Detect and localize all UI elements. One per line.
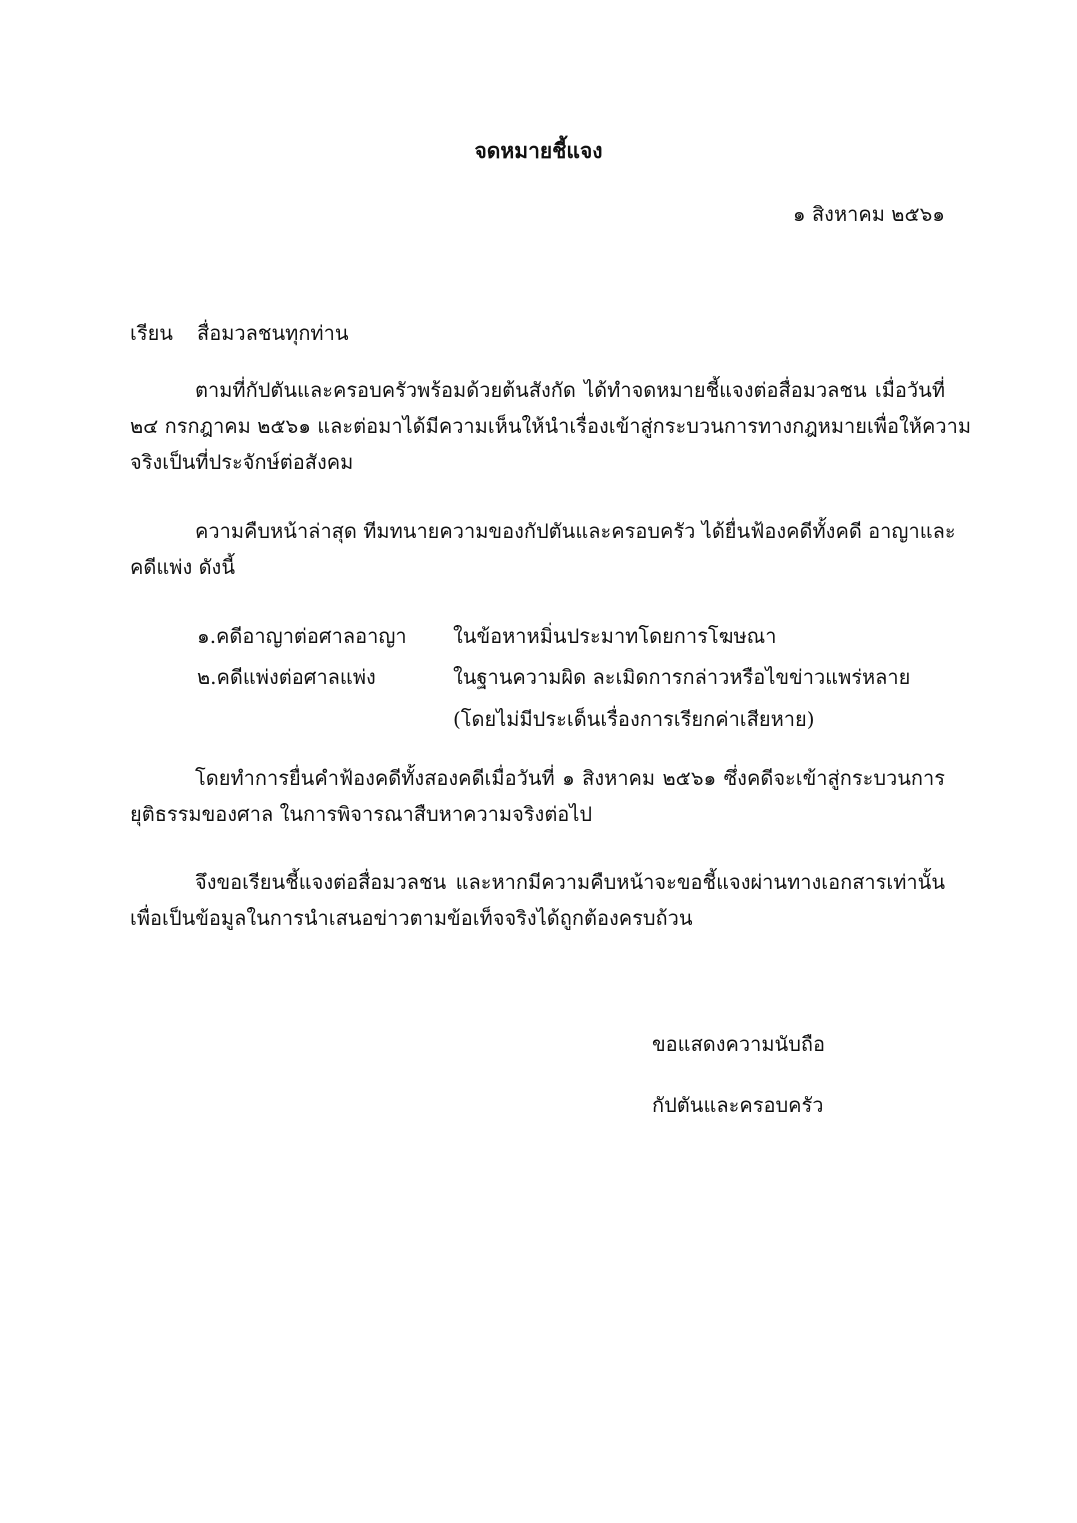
case-description: ในฐานความผิด ละเมิดการกล่าวหรือไขข่าวแพร่หลาย (453, 665, 911, 689)
case-description-note: (โดยไม่มีประเด็นเรื่องการเรียกค่าเสียหาย) (453, 707, 815, 731)
paragraph-background (130, 372, 971, 480)
paragraph-line: คดีแพ่ง ดังนี้ (130, 555, 235, 579)
paragraph-line: ตามที่กัปตันและครอบครัวพร้อมด้วยต้นสังกัด ได้ทำจดหมายชี้แจงต่อสื่อมวลชน เมื่อวันที่ (195, 378, 945, 402)
paragraph-conclusion (130, 864, 945, 936)
closing-phrase: ขอแสดงความนับถือ (652, 1032, 826, 1056)
paragraph-line: โดยทำการยื่นคำฟ้องคดีทั้งสองคดีเมื่อวันที่ ๑ สิงหาคม ๒๕๖๑ ซึ่งคดีจะเข้าสู่กระบวนการ (195, 766, 945, 790)
case-description: ในข้อหาหมิ่นประมาทโดยการโฆษณา (453, 624, 777, 648)
paragraph-line: ยุติธรรมของศาล ในการพิจารณาสืบหาความจริงต่อไป (130, 802, 593, 826)
paragraph-line: ความคืบหน้าล่าสุด ทีมทนายความของกัปตันและครอบครัว ได้ยื่นฟ้องคดีทั้งคดี อาญาและ (195, 519, 956, 543)
paragraph-line: จึงขอเรียนชี้แจงต่อสื่อมวลชน และหากมีความคืบหน้าจะขอชี้แจงผ่านทางเอกสารเท่านั้น (195, 870, 945, 894)
salutation-recipient: สื่อมวลชนทุกท่าน (197, 321, 349, 345)
paragraph-line: ๒๔ กรกฎาคม ๒๕๖๑ และต่อมาได้มีความเห็นให้นำเรื่องเข้าสู่กระบวนการทางกฎหมายเพื่อให้ความ (130, 414, 971, 438)
paragraph-line: จริงเป็นที่ประจักษ์ต่อสังคม (130, 450, 354, 474)
letter-date: ๑ สิงหาคม ๒๕๖๑ (792, 202, 945, 226)
case-label: ๑.คดีอาญาต่อศาลอาญา (197, 624, 407, 648)
signature: กัปตันและครอบครัว (652, 1093, 824, 1117)
salutation-label: เรียน (130, 321, 173, 345)
case-label: ๒.คดีแพ่งต่อศาลแพ่ง (197, 665, 376, 689)
paragraph-progress (130, 513, 956, 585)
paragraph-filing (130, 760, 945, 832)
letter-title: จดหมายชี้แจง (474, 138, 603, 163)
paragraph-line: เพื่อเป็นข้อมูลในการนำเสนอข่าวตามข้อเท็จจริงได้ถูกต้องครบถ้วน (130, 906, 693, 930)
